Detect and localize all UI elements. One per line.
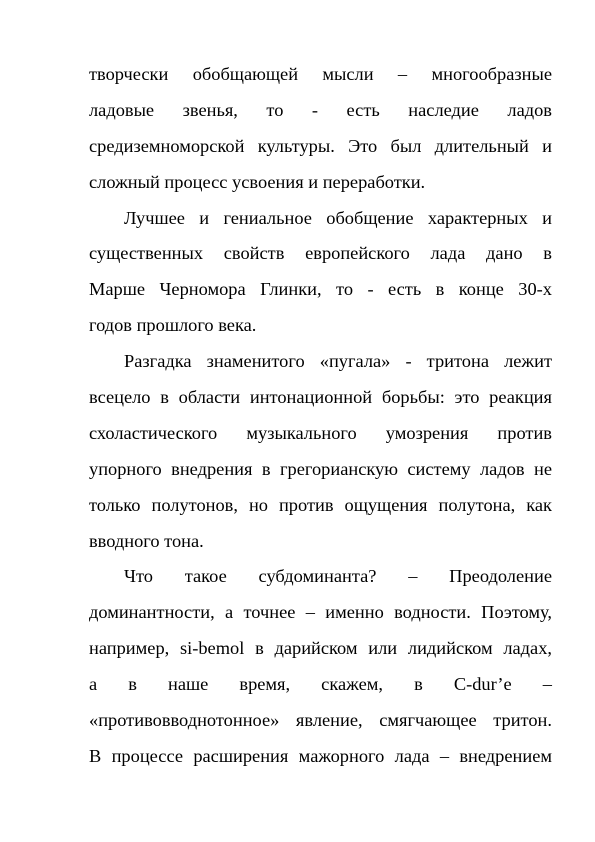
text-line: существенных свойств европейского лада дано в [89,243,552,264]
text-line: Что такое субдоминанта? – Преодоление [124,566,552,587]
text-line: Марше Черномора Глинки, то - есть в конце 30-х [89,279,552,300]
text-line: упорного внедрения в грегорианскую систему ладов не [89,458,552,479]
text-line: творчески обобщающей мысли – многообразные [89,64,552,84]
text-line: Лучшее и гениальное обобщение характерных и [124,207,552,228]
text-line: годов прошлого века. [89,315,257,336]
text-line: доминантности, а точнее – именно водности. Поэтому, [89,602,552,623]
text-line: сложный процесс усвоения и переработки. [89,171,426,192]
text-line: средиземноморской культуры. Это был длительный и [89,135,552,156]
text-line: ладовые звенья, то - есть наследие ладов [89,99,552,120]
body-text [89,57,552,775]
text-line: например, si-bemol в дарийском или лидийском ладах, [89,638,552,659]
text-line: Разгадка знаменитого «пугала» - тритона лежит [124,351,552,372]
text-line: всецело в области интонационной борьбы: это реакция [89,387,552,408]
text-line: «противовводнотонное» явление, смягчающее тритон. [89,710,552,731]
text-line: вводного тона. [89,530,204,551]
text-line: а в наше время, скажем, в C-dur’е – [89,674,552,695]
text-line: только полутонов, но против ощущения полутона, как [89,494,552,515]
text-line: схоластического музыкального умозрения против [89,422,552,443]
text-line: В процессе расширения мажорного лада – внедрением [89,745,552,766]
